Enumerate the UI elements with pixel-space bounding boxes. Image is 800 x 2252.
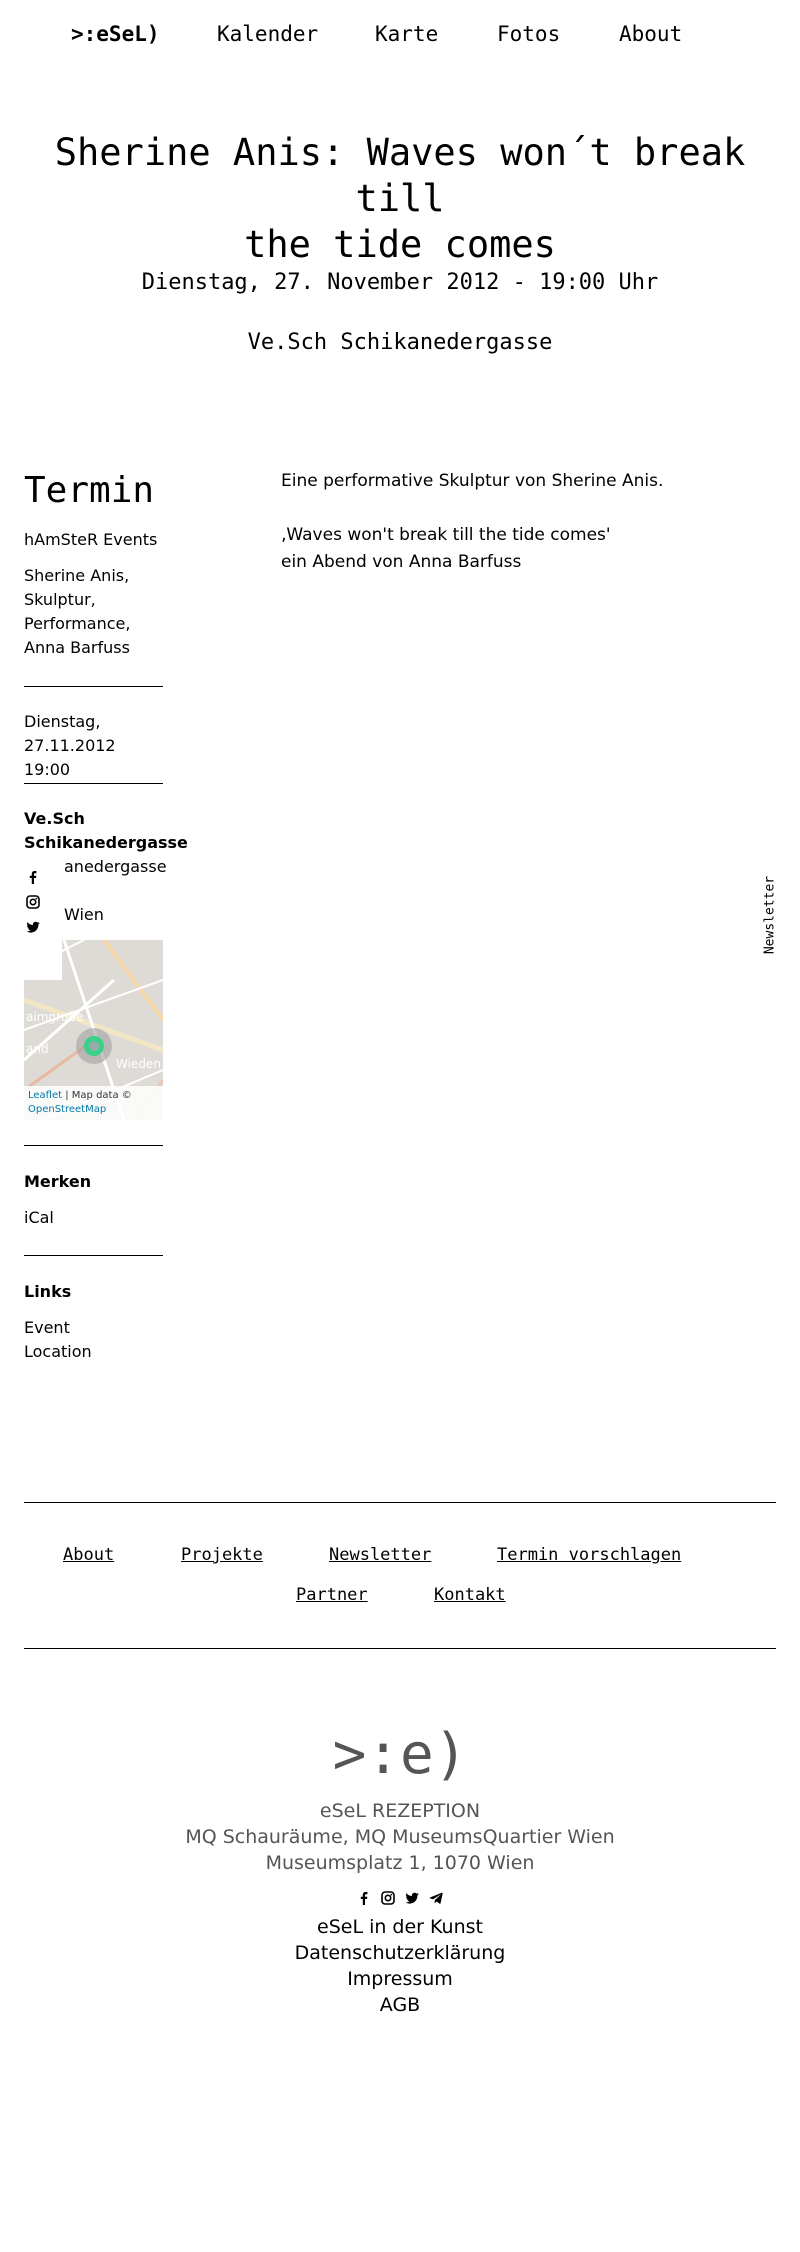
organizer-link[interactable]: hAmSteR Events [24,530,158,549]
footer-address-name: eSeL REZEPTION [319,1800,481,1822]
divider [24,1145,163,1146]
map-label: Wieden [116,1057,161,1071]
newsletter-tab[interactable] [760,875,780,955]
footer-twitter[interactable] [405,1890,419,1904]
description-line: Eine performative Skulptur von Sherine Anis. [281,471,664,491]
tag-item[interactable]: Performance, [24,614,131,633]
termin-heading: Termin [24,470,155,511]
footer-divider [24,1648,776,1649]
divider [24,783,163,784]
footer-logo[interactable]: >:e) [332,1722,468,1787]
location-link[interactable]: Location [24,1342,92,1361]
event-date: Dienstag, 27. November 2012 - 19:00 Uhr [141,270,659,295]
footer-facebook[interactable] [357,1890,371,1904]
nav-item-kalender[interactable]: Kalender [217,22,319,46]
twitter-icon [26,920,40,934]
tag-list [24,564,164,660]
description-line: ein Abend von Anna Barfuss [281,552,522,572]
footer-link-esel-in-der-kunst[interactable]: eSeL in der Kunst [317,1916,483,1938]
location-street: anedergasse [64,857,167,876]
footer-address-street: Museumsplatz 1, 1070 Wien [265,1852,535,1874]
facebook-icon [26,870,40,884]
map-label: and [26,1042,49,1056]
tag-item[interactable]: Skulptur, [24,590,96,609]
tag-item[interactable]: Anna Barfuss [24,638,130,657]
map-marker[interactable] [76,1028,112,1064]
leaflet-link[interactable]: Leaflet [28,1090,63,1101]
nav-item-fotos[interactable]: Fotos [497,22,561,46]
newsletter-tab-label: Newsletter [762,875,778,955]
location-name[interactable] [24,807,188,855]
event-venue: Ve.Sch Schikanedergasse [247,330,553,355]
event-link[interactable]: Event [24,1318,70,1337]
map-label: aimgrube [26,1010,84,1024]
instagram-icon [381,1891,395,1905]
footer-link-datenschutz[interactable]: Datenschutzerklärung [294,1942,506,1964]
map-attribution [24,1086,163,1120]
site-logo[interactable]: >:eSeL) [71,22,160,46]
tag-item[interactable]: Sherine Anis, [24,566,130,585]
twitter-icon [405,1891,419,1905]
location-name-line2: Schikanedergasse [24,833,188,852]
footer-link-projekte[interactable]: Projekte [181,1545,263,1565]
date-block [24,710,164,782]
location-map[interactable] [24,940,163,1120]
nav-item-about[interactable]: About [619,22,683,46]
share-twitter[interactable] [26,920,44,934]
event-description [281,468,761,576]
footer-link-termin-vorschlagen[interactable]: Termin vorschlagen [497,1545,682,1565]
share-instagram[interactable] [26,895,44,909]
footer-link-kontakt[interactable]: Kontakt [434,1585,506,1605]
divider [24,1255,163,1256]
event-title [20,130,780,268]
facebook-icon [357,1891,371,1905]
footer-instagram[interactable] [381,1890,395,1904]
openstreetmap-link[interactable]: OpenStreetMap [28,1104,107,1115]
event-title-line1: Sherine Anis: Waves won´t break till [54,131,746,220]
links-heading: Links [24,1282,72,1301]
footer-link-impressum[interactable]: Impressum [347,1968,453,1990]
footer-link-partner[interactable]: Partner [296,1585,368,1605]
footer-social [357,1890,447,1906]
footer-telegram[interactable] [429,1890,443,1904]
footer-link-agb[interactable]: AGB [379,1994,421,2016]
divider [24,686,163,687]
footer-divider [24,1502,776,1503]
event-title-line2: the tide comes [244,223,556,266]
date-datetime: 27.11.2012 19:00 [24,736,116,779]
merken-heading: Merken [24,1172,92,1191]
date-day: Dienstag, [24,712,101,731]
ical-link[interactable]: iCal [24,1208,54,1227]
telegram-icon [429,1891,443,1905]
top-nav [0,22,800,52]
location-city: Wien [64,905,104,924]
location-name-line1: Ve.Sch [24,809,85,828]
footer-address-venue: MQ Schauräume, MQ MuseumsQuartier Wien [185,1826,615,1848]
footer-link-about[interactable]: About [63,1545,115,1565]
footer-link-newsletter[interactable]: Newsletter [329,1545,432,1565]
instagram-icon [26,895,40,909]
description-line: ‚Waves won't break till the tide comes' [281,525,611,545]
share-facebook[interactable] [26,870,44,884]
map-attribution-text: | Map data © [62,1090,132,1101]
nav-item-karte[interactable]: Karte [375,22,439,46]
